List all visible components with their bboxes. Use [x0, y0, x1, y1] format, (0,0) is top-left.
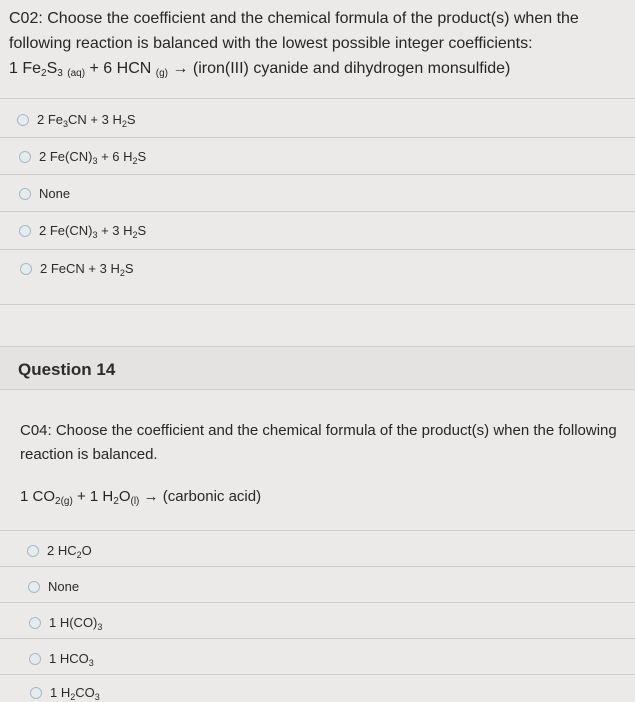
radio-icon[interactable] [20, 263, 32, 275]
option-label: 2 $Fe(CN)_3 + 3$ $H_2S$ [39, 223, 147, 240]
divider [0, 602, 635, 603]
divider [0, 674, 635, 675]
divider [0, 304, 635, 305]
divider [0, 137, 635, 138]
divider [0, 530, 635, 531]
q13-option-2[interactable] [19, 149, 146, 164]
option-label: 2 $Fe_3CN + 3$ $H_2S$ [37, 112, 136, 129]
radio-icon[interactable] [29, 653, 41, 665]
q13-option-5[interactable] [20, 261, 134, 276]
radio-icon[interactable] [28, 581, 40, 593]
q14-option-4[interactable] [29, 651, 94, 666]
q14-option-3[interactable] [29, 615, 102, 630]
divider [0, 174, 635, 175]
radio-icon[interactable] [19, 225, 31, 237]
question-14-header: Question 14 [18, 360, 116, 379]
question-13-equation: 1 $Fe_2S_3$ $_{(aq)}$ + 6 HCN $_{(g)}$ → (iron(III) cyanide and dihydrogen monsulfide) [9, 60, 511, 79]
q13-option-1[interactable] [17, 112, 136, 127]
q14-option-5[interactable] [30, 685, 100, 700]
option-label: 2 $HC_2O$ [47, 543, 92, 560]
option-label: 1 $H_2CO_3$ [50, 685, 100, 702]
option-label: 1 $H(CO)_3$ [49, 615, 103, 632]
option-label: 2 $Fe(CN)_3 + 6$ $H_2S$ [39, 149, 147, 166]
divider [0, 566, 635, 567]
question-14-equation: 1 $CO_{2(g)} + 1$ $H_2O_{(l)}$ → (carbonic acid) [20, 488, 262, 507]
q13-option-3[interactable] [19, 186, 70, 201]
radio-icon[interactable] [30, 687, 42, 699]
q14-option-2[interactable] [28, 579, 79, 594]
question-14-prompt: C04: Choose the coefficient and the chemical formula of the product(s) when the following reaction is balanced. [20, 422, 617, 463]
option-label: None [39, 186, 71, 201]
divider [0, 98, 635, 99]
option-label: 2 FeCN + 3 $H_2S$ [40, 261, 134, 278]
divider [0, 638, 635, 639]
divider [0, 211, 635, 212]
radio-icon[interactable] [29, 617, 41, 629]
question-13-prompt: C02: Choose the coefficient and the chemical formula of the product(s) when the following reaction is balanced with the lowest possible integer coefficients: [9, 10, 579, 52]
option-label: None [48, 579, 80, 594]
radio-icon[interactable] [19, 188, 31, 200]
radio-icon[interactable] [19, 151, 31, 163]
q13-option-4[interactable] [19, 223, 146, 238]
radio-icon[interactable] [27, 545, 39, 557]
option-label: 1 $HCO_3$ [49, 651, 94, 668]
q14-option-1[interactable] [27, 543, 92, 558]
radio-icon[interactable] [17, 114, 29, 126]
divider [0, 249, 635, 250]
question-13-text [9, 6, 631, 81]
